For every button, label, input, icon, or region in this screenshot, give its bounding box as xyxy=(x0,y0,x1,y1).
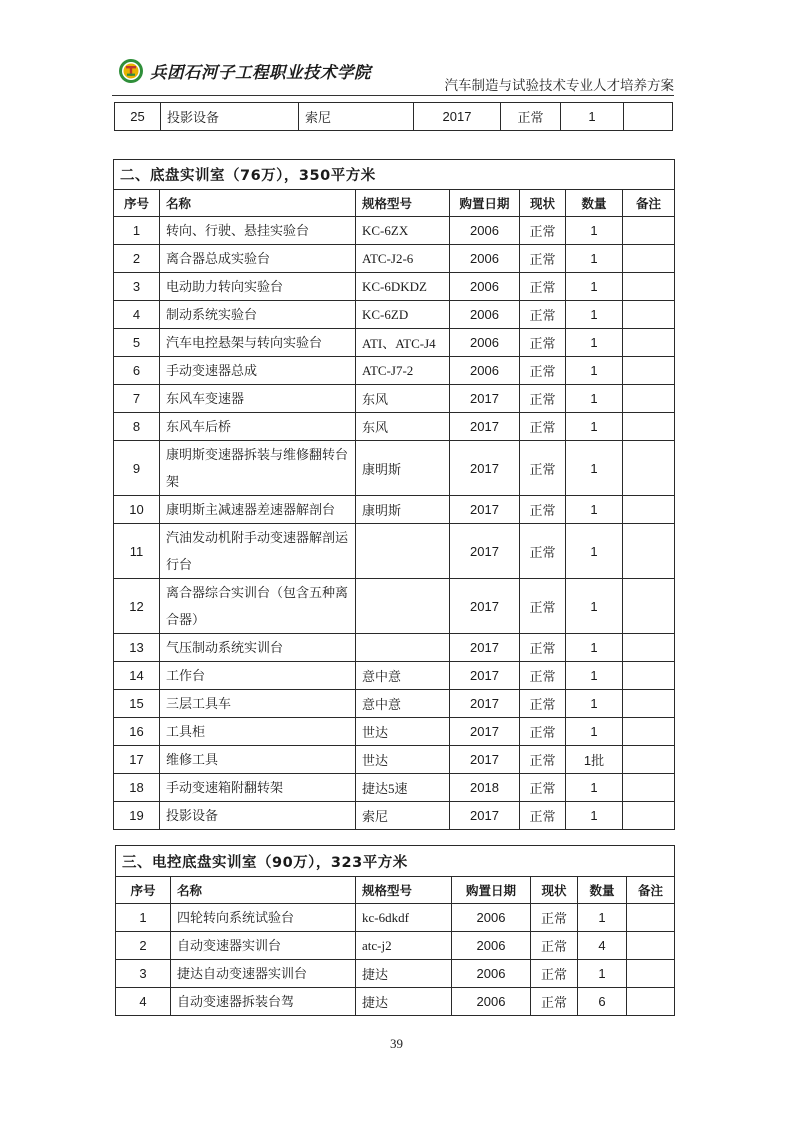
cell-no: 13 xyxy=(114,634,160,662)
cell-qty: 1 xyxy=(566,385,623,413)
cell-no: 6 xyxy=(114,357,160,385)
cell-name: 电动助力转向实验台 xyxy=(160,273,356,301)
cell-qty: 1 xyxy=(566,357,623,385)
col-header-name: 名称 xyxy=(171,877,356,904)
cell-date: 2017 xyxy=(450,579,520,634)
cell-model: KC-6ZX xyxy=(356,217,450,245)
section-title-row xyxy=(116,846,675,877)
table-row xyxy=(114,301,675,329)
table-row xyxy=(114,634,675,662)
cell-date: 2017 xyxy=(450,746,520,774)
col-header-note: 备注 xyxy=(627,877,675,904)
continuation-table xyxy=(114,102,673,131)
header-divider xyxy=(112,95,674,96)
cell-no: 10 xyxy=(114,496,160,524)
cell-status: 正常 xyxy=(520,774,566,802)
column-header-row xyxy=(116,877,675,904)
cell-no: 15 xyxy=(114,690,160,718)
col-header-status: 现状 xyxy=(531,877,578,904)
cell-model: 世达 xyxy=(356,746,450,774)
col-header-note: 备注 xyxy=(623,190,675,217)
cell-no: 17 xyxy=(114,746,160,774)
cell-model xyxy=(356,579,450,634)
cell-name: 捷达自动变速器实训台 xyxy=(171,960,356,988)
cell-qty: 1 xyxy=(566,441,623,496)
cell-date: 2006 xyxy=(452,904,531,932)
cell-qty: 1 xyxy=(566,329,623,357)
cell-name: 自动变速器实训台 xyxy=(171,932,356,960)
cell-name: 转向、行驶、悬挂实验台 xyxy=(160,217,356,245)
cell-note xyxy=(623,329,675,357)
table-row xyxy=(116,904,675,932)
cell-note xyxy=(623,441,675,496)
cell-qty: 1 xyxy=(566,413,623,441)
cell-note xyxy=(623,634,675,662)
cell-no: 5 xyxy=(114,329,160,357)
cell-model xyxy=(356,634,450,662)
cell-no: 16 xyxy=(114,718,160,746)
cell-note xyxy=(623,245,675,273)
cell-qty: 1 xyxy=(578,904,627,932)
cell-model: 康明斯 xyxy=(356,441,450,496)
table-row xyxy=(114,245,675,273)
cell-status: 正常 xyxy=(520,524,566,579)
cell-date: 2006 xyxy=(450,357,520,385)
cell-status: 正常 xyxy=(520,718,566,746)
cell-qty: 1 xyxy=(566,579,623,634)
cell-name: 康明斯变速器拆装与维修翻转台架 xyxy=(160,441,356,496)
cell-status: 正常 xyxy=(520,662,566,690)
table-row xyxy=(116,988,675,1016)
cell-model: 东风 xyxy=(356,385,450,413)
cell-name: 离合器总成实验台 xyxy=(160,245,356,273)
electronic-chassis-room-table xyxy=(115,845,675,1016)
cell-note xyxy=(623,385,675,413)
cell-no: 1 xyxy=(114,217,160,245)
cell-name: 制动系统实验台 xyxy=(160,301,356,329)
cell-no: 19 xyxy=(114,802,160,830)
cell-date: 2017 xyxy=(450,802,520,830)
cell-no: 3 xyxy=(114,273,160,301)
cell-status: 正常 xyxy=(520,634,566,662)
cell-qty: 1批 xyxy=(566,746,623,774)
cell-note xyxy=(623,301,675,329)
cell-date: 2017 xyxy=(450,441,520,496)
table-row xyxy=(114,385,675,413)
cell-status: 正常 xyxy=(520,357,566,385)
cell-qty: 1 xyxy=(566,301,623,329)
cell-status: 正常 xyxy=(520,217,566,245)
cell-note xyxy=(623,662,675,690)
cell-status: 正常 xyxy=(520,690,566,718)
table-row xyxy=(114,802,675,830)
cell-date: 2017 xyxy=(414,103,501,131)
cell-date: 2017 xyxy=(450,413,520,441)
cell-status: 正常 xyxy=(531,932,578,960)
cell-name: 手动变速器总成 xyxy=(160,357,356,385)
cell-status: 正常 xyxy=(520,802,566,830)
cell-no: 1 xyxy=(116,904,171,932)
cell-name: 汽油发动机附手动变速器解剖运行台 xyxy=(160,524,356,579)
cell-note xyxy=(623,774,675,802)
cell-status: 正常 xyxy=(531,904,578,932)
cell-note xyxy=(623,413,675,441)
cell-status: 正常 xyxy=(520,496,566,524)
cell-name: 东风车变速器 xyxy=(160,385,356,413)
page-number: 39 xyxy=(390,1036,403,1051)
cell-note xyxy=(624,103,673,131)
cell-model: 意中意 xyxy=(356,690,450,718)
section-title-row xyxy=(114,160,675,190)
cell-name: 手动变速箱附翻转架 xyxy=(160,774,356,802)
cell-model: 捷达 xyxy=(356,960,452,988)
cell-note xyxy=(627,988,675,1016)
cell-name: 自动变速器拆装台驾 xyxy=(171,988,356,1016)
cell-no: 12 xyxy=(114,579,160,634)
cell-name: 离合器综合实训台（包含五种离合器） xyxy=(160,579,356,634)
cell-no: 4 xyxy=(116,988,171,1016)
cell-status: 正常 xyxy=(520,245,566,273)
cell-date: 2017 xyxy=(450,690,520,718)
cell-model: KC-6ZD xyxy=(356,301,450,329)
cell-note xyxy=(627,932,675,960)
cell-qty: 1 xyxy=(566,496,623,524)
cell-status: 正常 xyxy=(520,301,566,329)
cell-note xyxy=(623,579,675,634)
cell-date: 2017 xyxy=(450,718,520,746)
cell-model: 捷达 xyxy=(356,988,452,1016)
cell-model: 索尼 xyxy=(299,103,414,131)
cell-qty: 1 xyxy=(566,690,623,718)
table-row xyxy=(115,103,673,131)
cell-note xyxy=(623,746,675,774)
cell-note xyxy=(623,217,675,245)
cell-qty: 1 xyxy=(566,217,623,245)
cell-date: 2017 xyxy=(450,524,520,579)
col-header-qty: 数量 xyxy=(578,877,627,904)
cell-date: 2006 xyxy=(450,217,520,245)
cell-status: 正常 xyxy=(520,329,566,357)
cell-name: 维修工具 xyxy=(160,746,356,774)
cell-status: 正常 xyxy=(531,988,578,1016)
table-row xyxy=(114,496,675,524)
cell-model: 意中意 xyxy=(356,662,450,690)
cell-no: 3 xyxy=(116,960,171,988)
cell-model: 东风 xyxy=(356,413,450,441)
cell-date: 2006 xyxy=(452,988,531,1016)
cell-model: atc-j2 xyxy=(356,932,452,960)
cell-qty: 1 xyxy=(566,245,623,273)
page-header xyxy=(112,52,674,96)
cell-name: 四轮转向系统试验台 xyxy=(171,904,356,932)
cell-model: 世达 xyxy=(356,718,450,746)
chassis-training-room-table xyxy=(113,159,675,830)
cell-note xyxy=(623,357,675,385)
section-title: 二、底盘实训室（76万），350平方米 xyxy=(114,160,675,190)
col-header-model: 规格型号 xyxy=(356,877,452,904)
cell-status: 正常 xyxy=(520,385,566,413)
table-row xyxy=(114,662,675,690)
cell-model: ATC-J7-2 xyxy=(356,357,450,385)
cell-name: 工具柜 xyxy=(160,718,356,746)
cell-no: 18 xyxy=(114,774,160,802)
table-row xyxy=(114,524,675,579)
cell-status: 正常 xyxy=(520,746,566,774)
col-header-no: 序号 xyxy=(114,190,160,217)
cell-status: 正常 xyxy=(520,273,566,301)
cell-name: 东风车后桥 xyxy=(160,413,356,441)
table-row xyxy=(114,273,675,301)
section2-body xyxy=(114,217,675,830)
cell-date: 2017 xyxy=(450,662,520,690)
cell-date: 2006 xyxy=(450,329,520,357)
cell-qty: 1 xyxy=(566,634,623,662)
cell-qty: 1 xyxy=(566,662,623,690)
column-header-row xyxy=(114,190,675,217)
cell-note xyxy=(623,690,675,718)
cell-name: 投影设备 xyxy=(161,103,299,131)
cell-note xyxy=(627,960,675,988)
cell-model: KC-6DKDZ xyxy=(356,273,450,301)
col-header-qty: 数量 xyxy=(566,190,623,217)
col-header-model: 规格型号 xyxy=(356,190,450,217)
section-title: 三、电控底盘实训室（90万），323平方米 xyxy=(116,846,675,877)
cell-qty: 4 xyxy=(578,932,627,960)
cell-note xyxy=(623,524,675,579)
cell-model: kc-6dkdf xyxy=(356,904,452,932)
cell-status: 正常 xyxy=(501,103,561,131)
cell-date: 2018 xyxy=(450,774,520,802)
school-emblem-icon xyxy=(118,58,144,84)
cell-name: 气压制动系统实训台 xyxy=(160,634,356,662)
cell-no: 8 xyxy=(114,413,160,441)
cell-date: 2006 xyxy=(452,932,531,960)
cell-qty: 1 xyxy=(566,718,623,746)
cell-qty: 1 xyxy=(566,802,623,830)
cell-model xyxy=(356,524,450,579)
cell-status: 正常 xyxy=(520,579,566,634)
cell-date: 2017 xyxy=(450,496,520,524)
table-row xyxy=(114,329,675,357)
cell-qty: 1 xyxy=(561,103,624,131)
cell-model: ATC-J2-6 xyxy=(356,245,450,273)
cell-note xyxy=(623,496,675,524)
school-name: 兵团石河子工程职业技术学院 xyxy=(150,63,371,82)
school-logo xyxy=(118,58,371,84)
cell-status: 正常 xyxy=(531,960,578,988)
cell-no: 4 xyxy=(114,301,160,329)
col-header-name: 名称 xyxy=(160,190,356,217)
col-header-date: 购置日期 xyxy=(452,877,531,904)
col-header-date: 购置日期 xyxy=(450,190,520,217)
cell-no: 9 xyxy=(114,441,160,496)
cell-note xyxy=(627,904,675,932)
cell-qty: 1 xyxy=(566,273,623,301)
table-row xyxy=(114,579,675,634)
section3-body xyxy=(116,904,675,1016)
cell-qty: 1 xyxy=(566,524,623,579)
cell-name: 康明斯主减速器差速器解剖台 xyxy=(160,496,356,524)
cell-note xyxy=(623,718,675,746)
cell-name: 工作台 xyxy=(160,662,356,690)
cell-qty: 1 xyxy=(566,774,623,802)
cell-no: 11 xyxy=(114,524,160,579)
cell-date: 2017 xyxy=(450,634,520,662)
cell-model: 捷达5速 xyxy=(356,774,450,802)
col-header-no: 序号 xyxy=(116,877,171,904)
cell-name: 投影设备 xyxy=(160,802,356,830)
cell-no: 2 xyxy=(116,932,171,960)
cell-name: 三层工具车 xyxy=(160,690,356,718)
cell-model: ATI、ATC-J4 xyxy=(356,329,450,357)
cell-note xyxy=(623,273,675,301)
table-row xyxy=(114,217,675,245)
table-row xyxy=(114,441,675,496)
cell-model: 康明斯 xyxy=(356,496,450,524)
cell-date: 2017 xyxy=(450,385,520,413)
cell-qty: 6 xyxy=(578,988,627,1016)
cell-name: 汽车电控悬架与转向实验台 xyxy=(160,329,356,357)
cell-note xyxy=(623,802,675,830)
table-row xyxy=(114,774,675,802)
cell-no: 25 xyxy=(115,103,161,131)
table-row xyxy=(114,746,675,774)
cell-qty: 1 xyxy=(578,960,627,988)
cell-no: 2 xyxy=(114,245,160,273)
cell-status: 正常 xyxy=(520,441,566,496)
table-row xyxy=(116,932,675,960)
col-header-status: 现状 xyxy=(520,190,566,217)
table-row xyxy=(114,718,675,746)
table-row xyxy=(116,960,675,988)
table-row xyxy=(114,357,675,385)
table-row xyxy=(114,413,675,441)
cell-no: 7 xyxy=(114,385,160,413)
cell-date: 2006 xyxy=(450,273,520,301)
cell-date: 2006 xyxy=(452,960,531,988)
cell-model: 索尼 xyxy=(356,802,450,830)
cell-no: 14 xyxy=(114,662,160,690)
document-title: 汽车制造与试验技术专业人才培养方案 xyxy=(444,78,674,93)
cell-date: 2006 xyxy=(450,301,520,329)
cell-date: 2006 xyxy=(450,245,520,273)
cell-status: 正常 xyxy=(520,413,566,441)
table-row xyxy=(114,690,675,718)
